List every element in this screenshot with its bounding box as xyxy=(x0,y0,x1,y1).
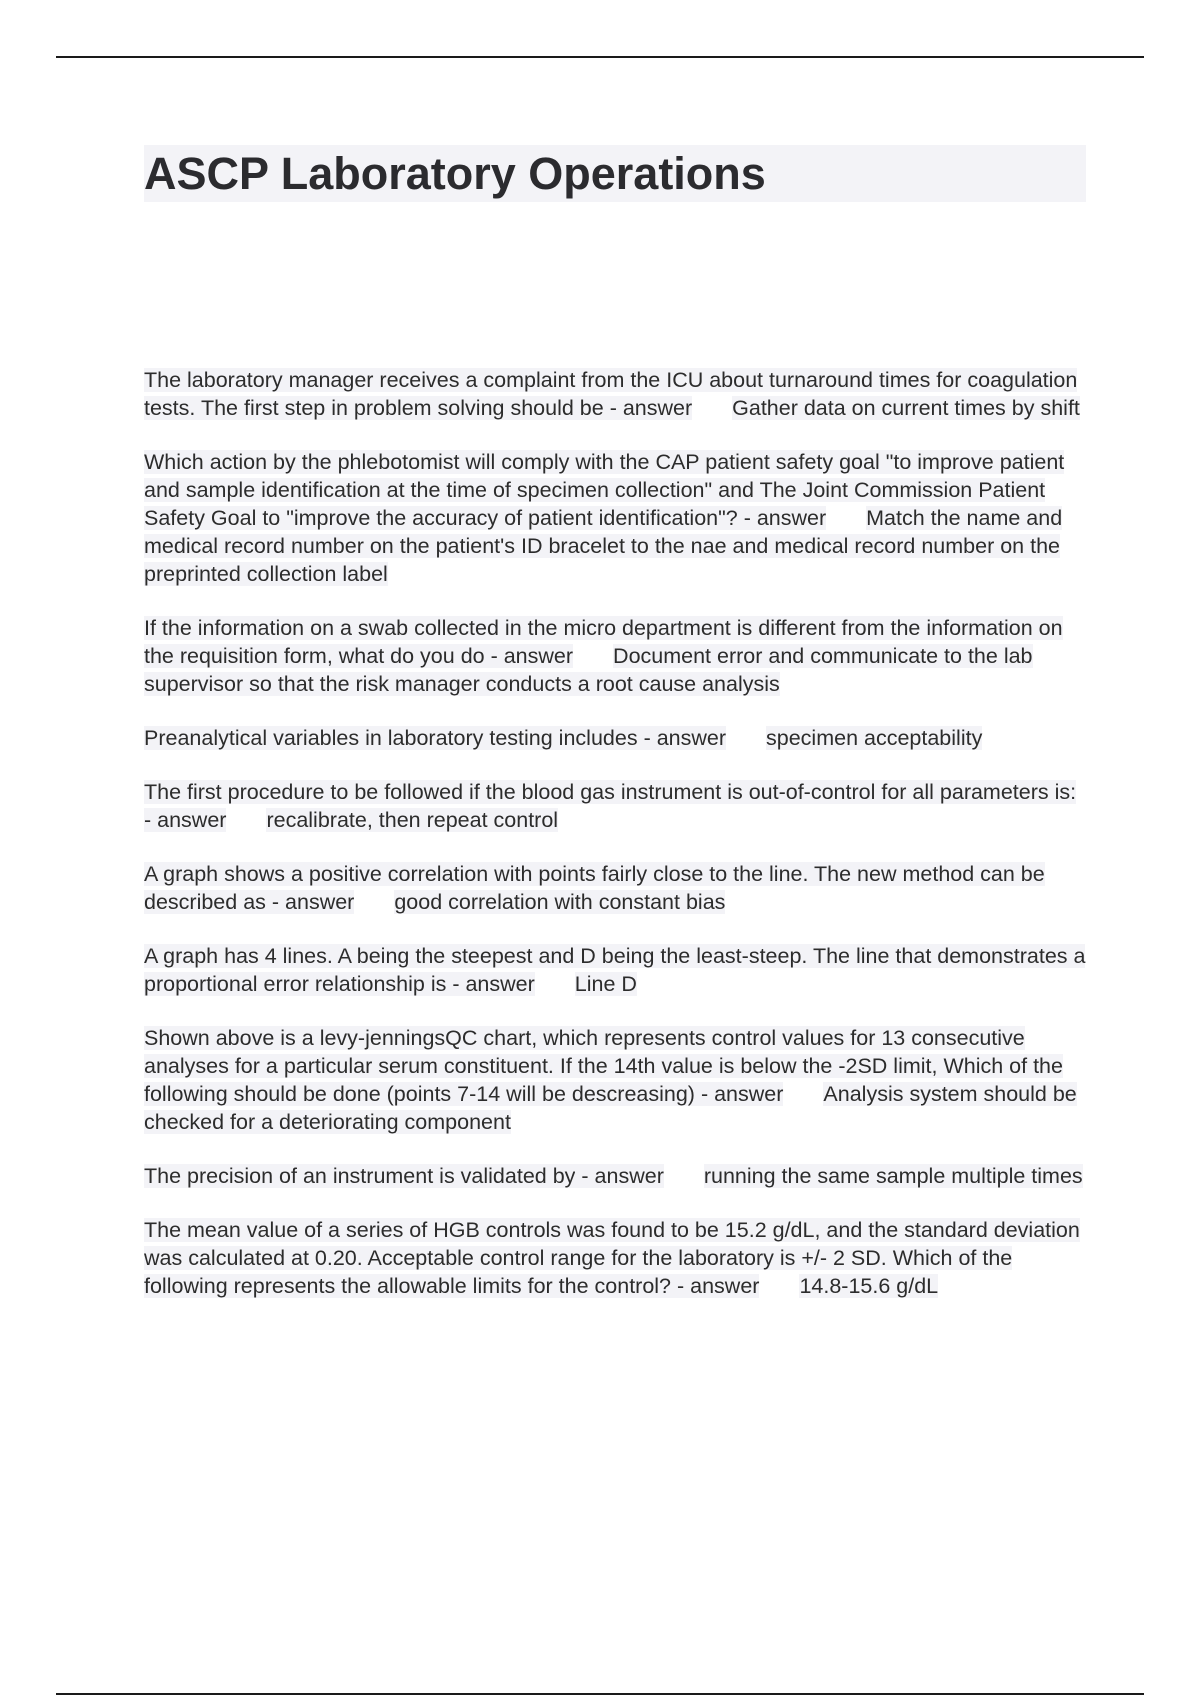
bottom-rule xyxy=(56,1693,1144,1695)
qa-item xyxy=(144,724,1086,752)
answer-text: Document error and communicate to the lab supervisor so that the risk manager conducts a root cause analysis xyxy=(144,644,1033,696)
question-text: The precision of an instrument is validated by xyxy=(144,1164,576,1188)
answer-text: recalibrate, then repeat control xyxy=(266,808,559,832)
question-text: The first procedure to be followed if the blood gas instrument is out-of-control for all parameters is: xyxy=(144,780,1077,804)
question-text: Preanalytical variables in laboratory testing includes xyxy=(144,726,638,750)
answer-separator: - answer xyxy=(271,890,355,914)
qa-item xyxy=(144,942,1086,998)
answer-text: running the same sample multiple times xyxy=(703,1164,1083,1188)
answer-separator: - answer xyxy=(609,396,693,420)
document-title: ASCP Laboratory Operations xyxy=(144,145,1086,202)
answer-separator: - answer xyxy=(452,972,535,996)
question-text: Shown above is a levy-jenningsQC chart, which represents control values for 13 consecutive analyses for a particular serum constituent. If the 14th value is below the -2SD limit, Which of the following should be done (points 7-14 will be descreasing) xyxy=(144,1026,1063,1106)
answer-text: Match the name and medical record number on the patient's ID bracelet to the nae and medical record number on the preprinted collection label xyxy=(144,506,1063,586)
answer-separator: - answer xyxy=(677,1274,760,1298)
question-text: The laboratory manager receives a complaint from the ICU about turnaround times for coagulation tests. The first step in problem solving should be xyxy=(144,368,1078,420)
qa-item xyxy=(144,1162,1086,1190)
answer-text: Analysis system should be checked for a deteriorating component xyxy=(144,1082,1077,1134)
answer-text: Line D xyxy=(574,972,637,996)
question-text: A graph has 4 lines. A being the steepest and D being the least-steep. The line that demonstrates a proportional error relationship is xyxy=(144,944,1086,996)
qa-item xyxy=(144,778,1086,834)
top-rule xyxy=(56,56,1144,58)
answer-separator: - answer xyxy=(743,506,827,530)
qa-item xyxy=(144,860,1086,916)
answer-text: specimen acceptability xyxy=(766,726,983,750)
qa-item xyxy=(144,366,1086,422)
answer-text: good correlation with constant bias xyxy=(394,890,726,914)
qa-item xyxy=(144,614,1086,698)
qa-list xyxy=(144,366,1086,1326)
answer-separator: - answer xyxy=(144,808,227,832)
answer-separator: - answer xyxy=(581,1164,664,1188)
question-text: The mean value of a series of HGB controls was found to be 15.2 g/dL, and the standard deviation was calculated at 0.20. Acceptable control range for the laboratory is +/- 2 SD. Which of the following represents the allowable limits for the control? xyxy=(144,1218,1080,1298)
question-text: If the information on a swab collected in the micro department is different from the information on the requisition form, what do you do xyxy=(144,616,1063,668)
question-text: Which action by the phlebotomist will comply with the CAP patient safety goal "to improve patient and sample identification at the time of specimen collection" and The Joint Commission Patient Safety Goal to "improve the accuracy of patient identification"? xyxy=(144,450,1065,530)
qa-item xyxy=(144,448,1086,588)
answer-separator: - answer xyxy=(700,1082,784,1106)
qa-item xyxy=(144,1024,1086,1136)
qa-item xyxy=(144,1216,1086,1300)
answer-text: Gather data on current times by shift xyxy=(732,396,1080,420)
answer-text: 14.8-15.6 g/dL xyxy=(799,1274,939,1298)
question-text: A graph shows a positive correlation with points fairly close to the line. The new method can be described as xyxy=(144,862,1045,914)
answer-separator: - answer xyxy=(490,644,574,668)
answer-separator: - answer xyxy=(643,726,727,750)
